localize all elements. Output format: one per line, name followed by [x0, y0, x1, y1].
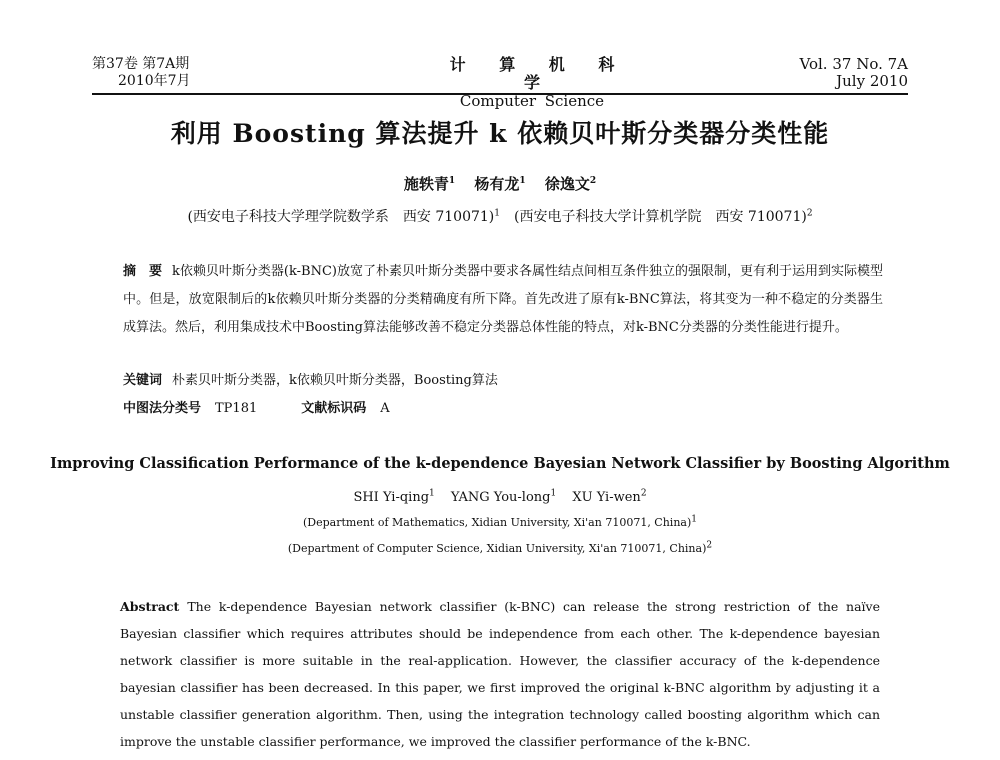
author-sup: 1	[448, 176, 456, 186]
header-center	[412, 56, 652, 110]
abstract-cn	[123, 258, 883, 342]
abstract-en-label: Abstract	[120, 599, 180, 614]
author-sup: 1	[550, 488, 557, 499]
author-cn: 杨有龙	[474, 175, 520, 193]
author-en: XU Yi-wen	[572, 490, 641, 505]
classification-label: 中图法分类号	[123, 401, 202, 416]
affiliation-sup: 2	[806, 208, 813, 219]
affiliation-en-1	[0, 516, 1000, 529]
date-cn: 2010年7月	[118, 73, 191, 89]
doc-code-label: 文献标识码	[301, 401, 367, 416]
volume-cn: 第37卷 第7A期	[92, 56, 190, 72]
journal-name-en: Computer Science	[459, 92, 605, 110]
affiliation-sup: 1	[691, 514, 697, 525]
authors-cn	[0, 173, 1000, 194]
title-cn: 利用 Boosting 算法提升 k 依赖贝叶斯分类器分类性能	[170, 119, 830, 148]
author-sup: 2	[640, 488, 647, 499]
affiliation-en-1-text: (Department of Mathematics, Xidian University, Xi'an 710071, China)	[302, 516, 692, 529]
author-sup: 1	[519, 176, 526, 186]
affiliation-sup: 1	[494, 208, 500, 219]
title-en: Improving Classification Performance of the k-dependence Bayesian Network Classifier by Boosting Algorithm	[50, 455, 950, 472]
date-en: July 2010	[836, 72, 908, 90]
author-en: SHI Yi-qing	[353, 490, 430, 505]
classification-line	[123, 397, 883, 416]
keywords-cn	[123, 369, 883, 388]
header-right	[800, 56, 908, 90]
abstract-en	[120, 593, 880, 755]
affiliation-cn-1: (西安电子科技大学理学院数学系 西安 710071)	[187, 209, 495, 225]
affiliations-cn	[0, 206, 1000, 226]
abstract-cn-text: k依赖贝叶斯分类器(k-BNC)放宽了朴素贝叶斯分类器中要求各属性结点间相互条件独立的强限制，更有利于运用到实际模型中。但是，放宽限制后的k依赖贝叶斯分类器的分类精确度有所下降。首先改进了原有k-BNC算法，将其变为一种不稳定的分类器生成算法。然后，利用集成技术中Boosting算法能够改善不稳定分类器总体性能的特点，对k-BNC分类器的分类性能进行提升。	[123, 264, 883, 335]
authors-en	[0, 490, 1000, 505]
affiliation-sup: 2	[706, 540, 713, 551]
volume-en: Vol. 37 No. 7A	[799, 55, 908, 73]
journal-name-cn: 计 算 机 科 学	[449, 55, 629, 92]
affiliation-en-2-text: (Department of Computer Science, Xidian University, Xi'an 710071, China)	[287, 542, 707, 555]
author-sup: 1	[429, 488, 435, 499]
abstract-en-text: The k-dependence Bayesian network classifier (k-BNC) can release the strong restriction of the naïve Bayesian classifier which requires attributes should be independence from each other. The k-dependence bayesian network classifier is more suitable in the real-application. However, the classifier accuracy of the k-dependence bayesian classifier has been decreased. In this paper, we first improved the original k-BNC algorithm by adjusting it a unstable classifier generation algorithm. Then, using the integration technology called boosting algorithm which can improve the unstable classifier performance, we improved the classifier performance of the k-BNC.	[120, 599, 880, 749]
doc-code-value: A	[380, 401, 390, 416]
classification-value: TP181	[215, 401, 258, 416]
keywords-cn-text: 朴素贝叶斯分类器，k依赖贝叶斯分类器，Boosting算法	[172, 373, 498, 388]
affiliation-cn-2: (西安电子科技大学计算机学院 西安 710071)	[500, 209, 807, 225]
header-rule	[92, 93, 908, 95]
affiliation-en-2	[0, 542, 1000, 555]
keywords-cn-label: 关键词	[123, 373, 163, 388]
author-en: YANG You-long	[450, 490, 551, 505]
author-cn: 施轶青	[403, 175, 449, 193]
header-left	[92, 56, 191, 90]
abstract-cn-label: 摘 要	[123, 264, 163, 279]
author-sup: 2	[589, 176, 597, 186]
running-header	[92, 55, 908, 110]
author-cn: 徐逸文	[544, 175, 590, 193]
